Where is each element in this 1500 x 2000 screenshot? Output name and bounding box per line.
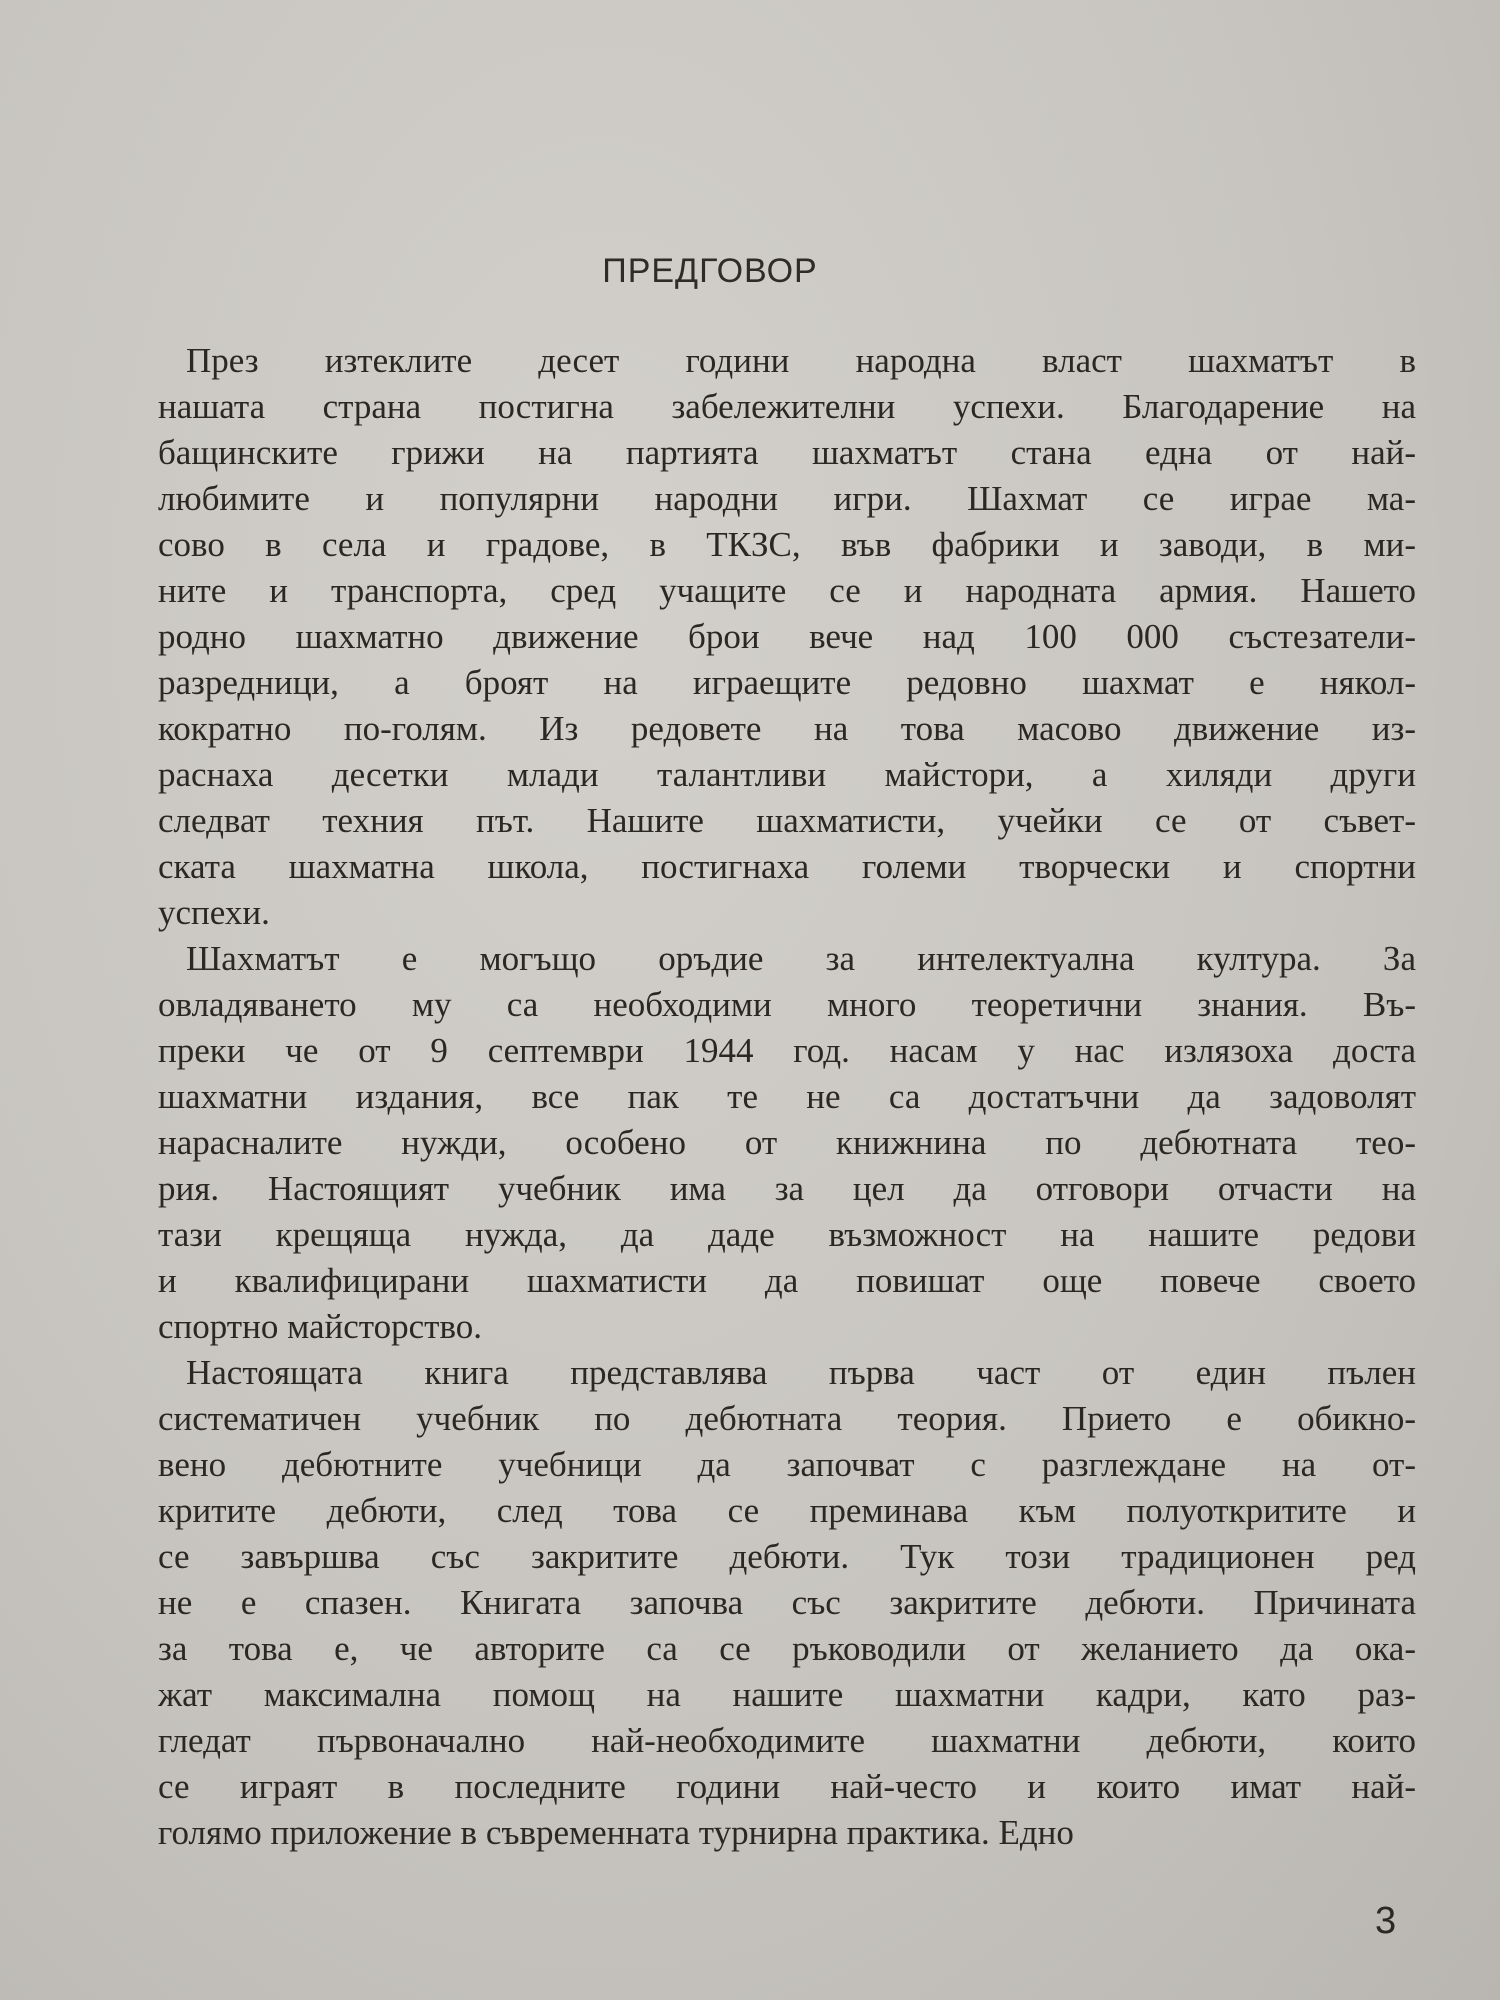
text-line: бащинските грижи на партията шахматът стана една от най-: [158, 433, 1416, 472]
page-title: ПРЕДГОВОР: [602, 252, 818, 290]
text-line: кократно по-голям. Из редовете на това масово движение из-: [158, 709, 1416, 748]
text-line: жат максимална помощ на нашите шахматни кадри, като раз-: [158, 1675, 1416, 1714]
paragraph-2: [158, 936, 1416, 1350]
text-line: систематичен учебник по дебютната теория. Прието е обикно-: [158, 1399, 1416, 1438]
text-line: нашата страна постигна забележителни успехи. Благодарение на: [158, 387, 1416, 426]
text-line: родно шахматно движение брои вече над 100 000 състезатели-: [158, 617, 1416, 656]
text-line: се играят в последните години най-често и които имат най-: [158, 1767, 1416, 1806]
text-line: критите дебюти, след това се преминава към полуоткритите и: [158, 1491, 1416, 1530]
text-line: голямо приложение в съвременната турнирна практика. Едно: [158, 1813, 1074, 1852]
text-line: успехи.: [158, 893, 270, 932]
text-line: тази крещяща нужда, да даде възможност на нашите редови: [158, 1215, 1416, 1254]
text-line: следват техния път. Нашите шахматисти, учейки се от съвет-: [158, 801, 1416, 840]
text-line: вено дебютните учебници да започват с разглеждане на от-: [158, 1445, 1416, 1484]
text-line: овладяването му са необходими много теоретични знания. Въ-: [158, 985, 1416, 1024]
text-line: ните и транспорта, сред учащите се и народната армия. Нашето: [158, 571, 1416, 610]
body-text: [158, 338, 1416, 1856]
text-line: и квалифицирани шахматисти да повишат още повече своето: [158, 1261, 1416, 1300]
text-line: спортно майсторство.: [158, 1307, 482, 1346]
text-line: нарасналите нужди, особено от книжнина по дебютната тео-: [158, 1123, 1416, 1162]
text-line: раснаха десетки млади талантливи майстори, а хиляди други: [158, 755, 1416, 794]
text-line: шахматни издания, все пак те не са достатъчни да задоволят: [158, 1077, 1416, 1116]
text-line: се завършва със закритите дебюти. Тук този традиционен ред: [158, 1537, 1416, 1576]
text-line: ската шахматна школа, постигнаха големи творчески и спортни: [158, 847, 1416, 886]
text-line: разредници, а броят на играещите редовно шахмат е някол-: [158, 663, 1416, 702]
text-line: преки че от 9 септември 1944 год. насам у нас излязоха доста: [158, 1031, 1416, 1070]
text-line: гледат първоначално най-необходимите шахматни дебюти, които: [158, 1721, 1416, 1760]
text-line: за това е, че авторите са се ръководили от желанието да ока-: [158, 1629, 1416, 1668]
text-line: любимите и популярни народни игри. Шахмат се играе ма-: [158, 479, 1416, 518]
text-line: Настоящата книга представлява първа част от един пълен: [186, 1353, 1416, 1392]
paragraph-3: [158, 1350, 1416, 1856]
text-line: сово в села и градове, в ТКЗС, във фабрики и заводи, в ми-: [158, 525, 1416, 564]
text-line: През изтеклите десет години народна власт шахматът в: [186, 341, 1416, 380]
page-number: 3: [1375, 1900, 1397, 1942]
text-line: не е спазен. Книгата започва със закритите дебюти. Причината: [158, 1583, 1416, 1622]
text-line: рия. Настоящият учебник има за цел да отговори отчасти на: [158, 1169, 1416, 1208]
paragraph-1: [158, 338, 1416, 936]
text-line: Шахматът е могъщо оръдие за интелектуална култура. За: [186, 939, 1416, 978]
